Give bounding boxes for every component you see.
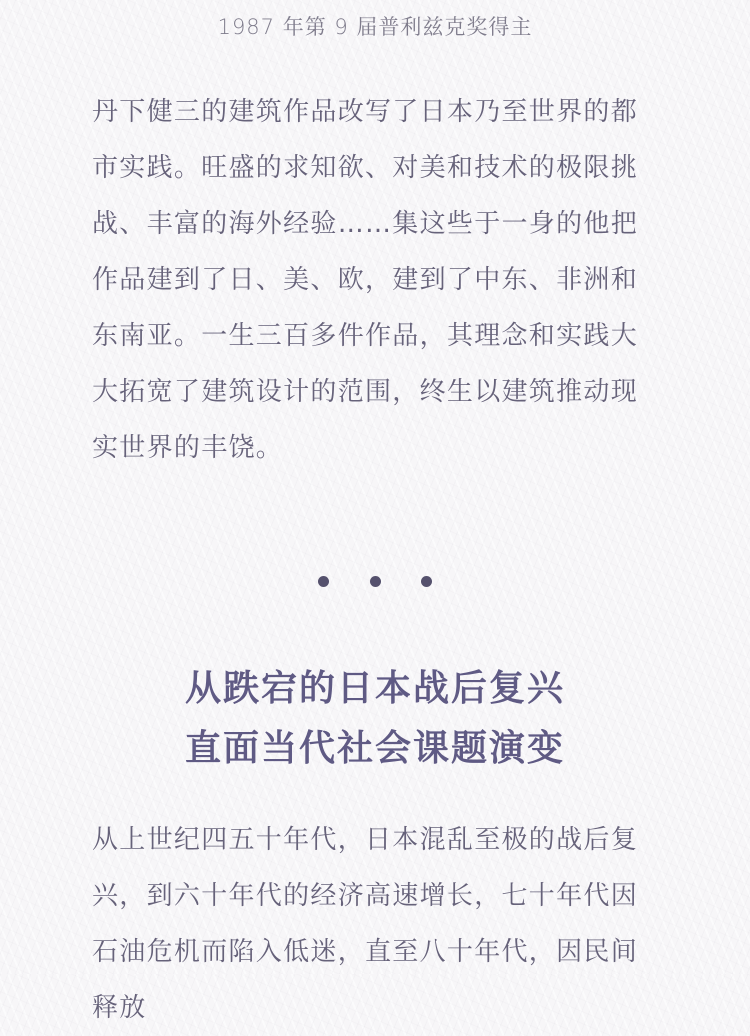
section-heading-line2: 直面当代社会课题演变 — [184, 727, 565, 769]
intro-paragraph: 丹下健三的建筑作品改写了日本乃至世界的都市实践。旺盛的求知欲、对美和技术的极限挑战、丰富的海外经验……集这些于一身的他把作品建到了日、美、欧，建到了中东、非洲和东南亚。一生三百多件作品，其理念和实践大大拓宽了建筑设计的范围，终生以建筑推动现实世界的丰饶。 — [92, 97, 639, 463]
history-paragraph: 从上世纪四五十年代，日本混乱至极的战后复兴，到六十年代的经济高速增长，七十年代因石油危机而陷入低迷，直至八十年代，因民间释放 — [92, 825, 639, 1023]
divider-dot — [421, 576, 432, 587]
divider-dot — [370, 576, 381, 587]
section-divider — [318, 576, 432, 590]
section-heading-line1: 从跌宕的日本战后复兴 — [184, 667, 565, 709]
photo-caption: 1987 年第 9 届普利兹克奖得主 — [217, 15, 533, 39]
divider-dot — [318, 576, 329, 587]
